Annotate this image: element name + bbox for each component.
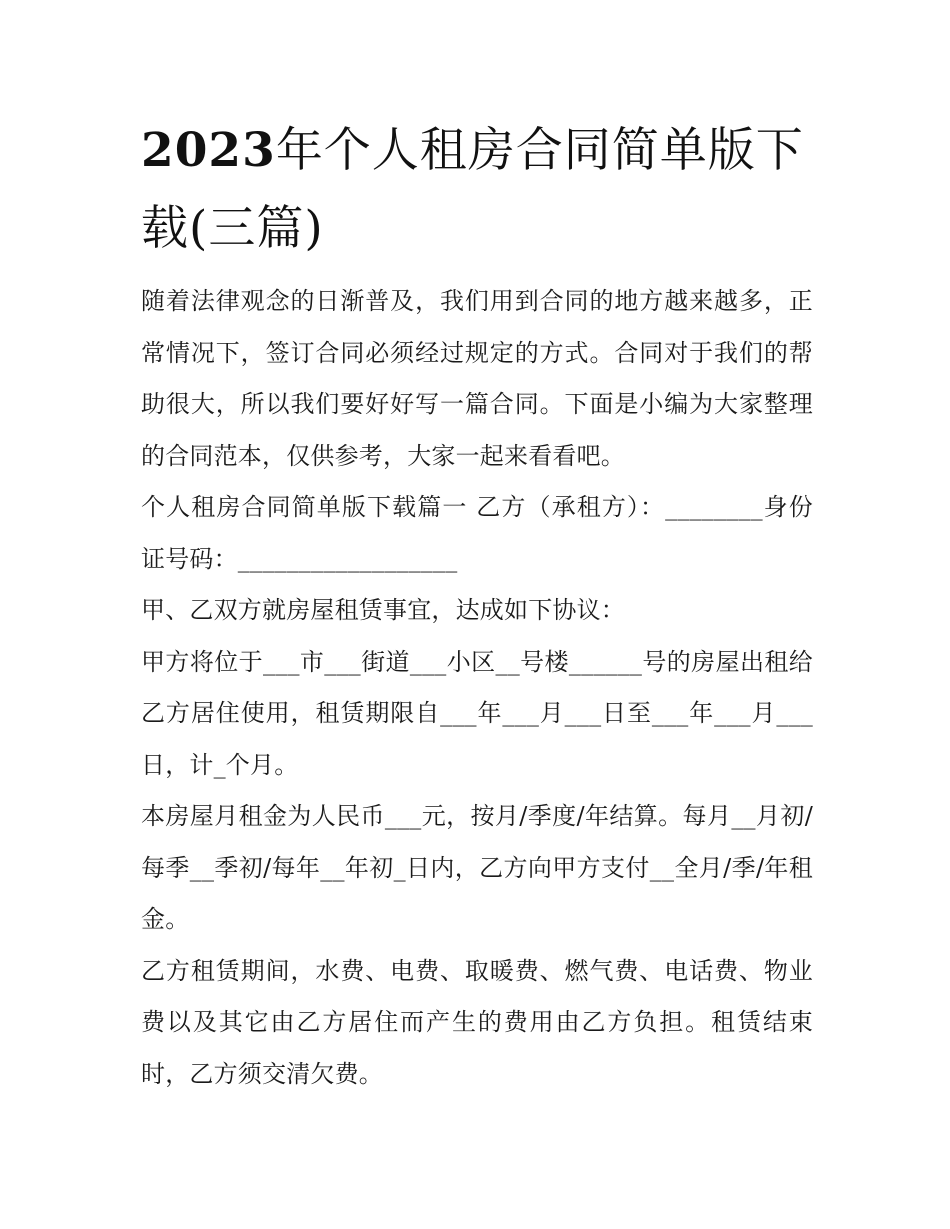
agreement-paragraph: 甲、乙双方就房屋租赁事宜，达成如下协议： xyxy=(141,596,625,624)
expenses-paragraph: 乙方租赁期间，水费、电费、取暖费、燃气费、电话费、物业费以及其它由乙方居住而产生的费用由乙方负担。租赁结束时，乙方须交清欠费。 xyxy=(141,956,813,1088)
title-text: 年个人租房合同简单版下载(三篇) xyxy=(141,123,804,256)
document-body xyxy=(141,112,813,1100)
rent-payment-paragraph: 本房屋月租金为人民币___元，按月/季度/年结算。每月__月初/每季__季初/每年__年初_日内，乙方向甲方支付__全月/季/年租金。 xyxy=(141,802,813,933)
contract-heading-paragraph: 个人租房合同简单版下载篇一 乙方（承租方）：________身份证号码：__________________ xyxy=(141,493,813,573)
intro-paragraph: 随着法律观念的日渐普及，我们用到合同的地方越来越多，正常情况下，签订合同必须经过规定的方式。合同对于我们的帮助很大，所以我们要好好写一篇合同。下面是小编为大家整理的合同范本，仅供参考，大家一起来看看吧。 xyxy=(141,287,813,470)
document-title xyxy=(141,112,813,268)
property-location-paragraph: 甲方将位于___市___街道___小区__号楼______号的房屋出租给乙方居住使用，租赁期限自___年___月___日至___年___月___日，计_个月。 xyxy=(141,647,813,779)
title-year: 2023 xyxy=(141,123,276,178)
